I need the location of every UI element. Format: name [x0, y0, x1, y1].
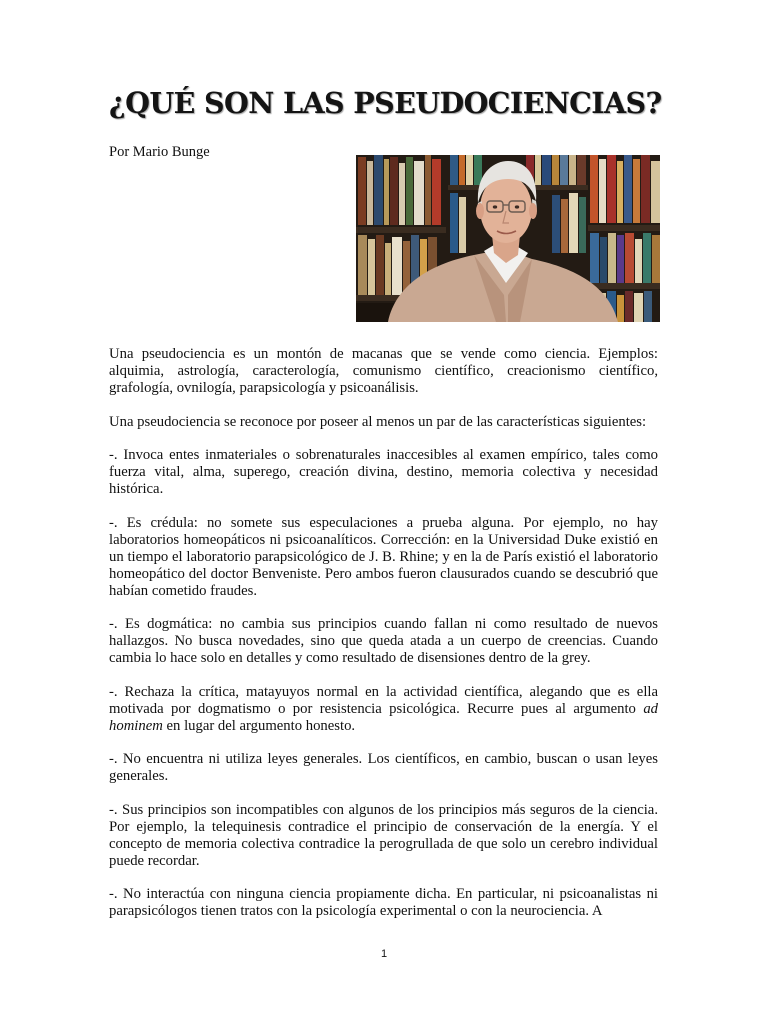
page-number: 1 — [380, 948, 388, 960]
paragraph-general-laws: -. No encuentra ni utiliza leyes generales. Los científicos, en cambio, buscan o usan leyes generales. — [109, 751, 658, 784]
paragraph-definition: Una pseudociencia es un montón de macanas que se vende como ciencia. Ejemplos: alquimia, astrología, caracterología, comunismo científico, creacionismo científico, grafología, ovnilogía, parapsicología y psicoanálisis. — [109, 346, 658, 396]
paragraph-immaterial-entities: -. Invoca entes inmateriales o sobrenaturales inaccesibles al examen empírico, tales como fuerza vital, alma, superego, creación divina, destino, memoria colectiva y necesidad histórica. — [109, 447, 658, 497]
paragraph-credulous: -. Es crédula: no somete sus especulaciones a prueba alguna. Por ejemplo, no hay laboratorios homeopáticos ni psicoanalíticos. Corrección: en la Universidad Duke existió en un tiempo el laboratorio parapsicológico de J. B. Rhine; y en la de París existió el laboratorio homeopático del doctor Benveniste. Pero ambos fueron clausurados cuando se descubrió que habían cometido fraudes. — [109, 514, 658, 599]
ad-hominem-italic: ad hominem — [109, 700, 658, 734]
paragraph-rejects-criticism-start: -. Rechaza la crítica, matayuyos normal en la actividad científica, alegando que es ella motivada por dogmatismo o por resistencia psicológica. Recurre pues al argumento — [109, 683, 658, 717]
paragraph-dogmatic: -. Es dogmática: no cambia sus principios cuando fallan ni como resultado de nuevos hallazgos. No busca novedades, sino que queda atada a un cuerpo de creencias. Cuando cambia lo hace solo en detalles y como resultado de disensiones dentro de la grey. — [109, 616, 658, 666]
author-photo — [356, 155, 660, 322]
document-title: ¿QUÉ SON LAS PSEUDOCIENCIAS? — [109, 86, 662, 120]
paragraph-intro-characteristics: Una pseudociencia se reconoce por poseer al menos un par de las características siguientes: — [109, 413, 647, 430]
paragraph-no-interaction: -. No interactúa con ninguna ciencia propiamente dicha. En particular, ni psicoanalistas ni parapsicólogos tienen tratos con la psicología experimental o con la neurociencia. A — [109, 886, 658, 919]
author-byline: Por Mario Bunge — [109, 144, 210, 160]
paragraph-rejects-criticism — [109, 684, 658, 735]
article-body — [109, 346, 658, 937]
paragraph-rejects-criticism-end: en lugar del argumento honesto. — [162, 717, 356, 734]
paragraph-incompatible-principles: -. Sus principios son incompatibles con algunos de los principios más seguros de la ciencia. Por ejemplo, la telequinesis contradice el principio de conservación de la energía. Y el concepto de memoria colectiva contradice la perogrullada de que solo un cerebro individual puede recordar. — [109, 801, 658, 869]
